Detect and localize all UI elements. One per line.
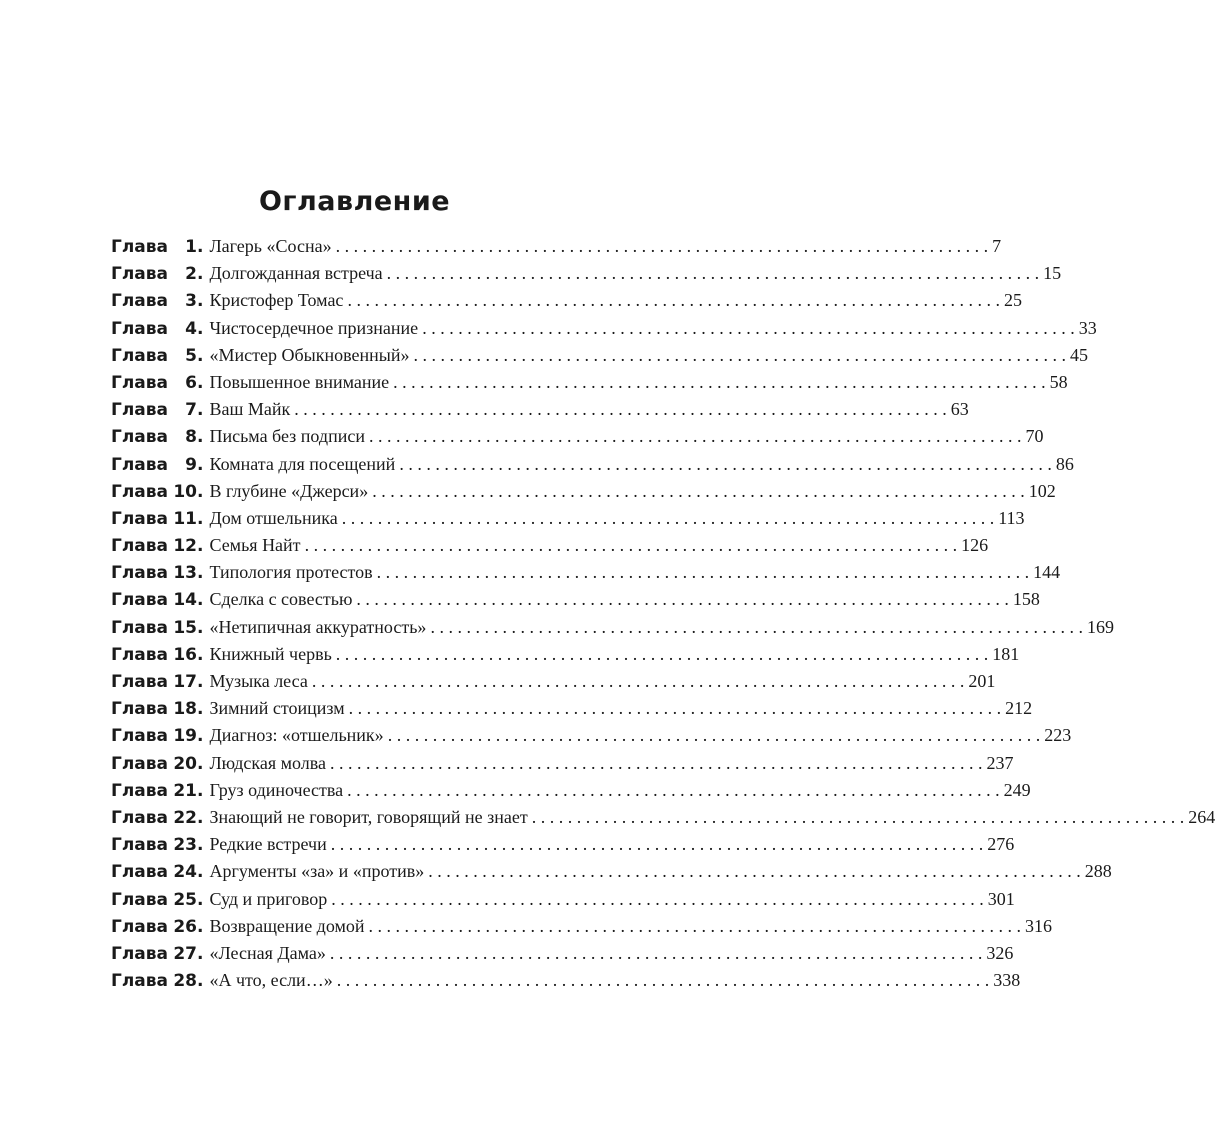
dot-leader [372, 481, 1025, 502]
chapter-number: 13 [173, 563, 197, 584]
chapter-label: Глава [111, 481, 168, 502]
chapter-title: «Мистер Обыкновенный» [209, 344, 410, 365]
chapter-number-dot: . [197, 454, 204, 475]
chapter-number: 21 [173, 780, 197, 801]
chapter-number-dot: . [197, 345, 204, 366]
chapter-label: Глава [111, 536, 168, 557]
page-number: 181 [992, 643, 1020, 664]
page-number: 158 [1012, 589, 1040, 610]
chapter-title: Ваш Майк [209, 399, 291, 420]
toc-entry [111, 643, 1020, 671]
toc-entry [111, 535, 989, 562]
toc-entry [111, 888, 1015, 916]
chapter-label: Глава [111, 753, 168, 774]
toc-entry [111, 317, 1097, 345]
chapter-number-dot: . [197, 372, 204, 393]
dot-leader [330, 753, 983, 774]
chapter-label: Глава [111, 672, 168, 692]
toc-entry [111, 263, 1062, 290]
chapter-label: Глава [111, 590, 168, 611]
chapter-title: Суд и приговор [209, 888, 328, 909]
chapter-label: Глава [111, 345, 168, 366]
chapter-number: 17 [173, 672, 197, 692]
dot-leader [413, 345, 1066, 366]
chapter-label: Глава [111, 644, 168, 665]
page-title: Оглавление [258, 186, 451, 218]
toc-entry [111, 616, 1114, 644]
chapter-number: 27 [173, 943, 197, 964]
page-number: 63 [950, 399, 969, 420]
chapter-title: Знающий не говорит, говорящий не знает [209, 806, 528, 827]
chapter-number-dot: . [197, 563, 204, 584]
chapter-title: Семья Найт [209, 535, 301, 556]
toc-entry [111, 562, 1061, 589]
chapter-label: Глава [111, 291, 168, 312]
dot-leader [430, 617, 1083, 638]
toc-entry [111, 970, 1021, 997]
page-number: 102 [1028, 480, 1056, 501]
chapter-number: 12 [173, 536, 197, 557]
chapter-label: Глава [111, 264, 168, 285]
toc-entry [111, 344, 1088, 372]
chapter-title: Лагерь «Сосна» [209, 236, 332, 256]
page-number: 45 [1069, 344, 1088, 365]
toc-entry [111, 671, 996, 698]
page-number: 249 [1003, 779, 1031, 800]
chapter-number-dot: . [197, 862, 204, 883]
dot-leader [305, 535, 958, 556]
toc-entry [111, 453, 1074, 481]
dot-leader [388, 725, 1041, 746]
page-number: 126 [961, 535, 989, 556]
dot-leader [347, 780, 1000, 801]
dot-leader [377, 562, 1030, 583]
toc-entry [111, 942, 1014, 970]
chapter-label: Глава [111, 454, 168, 475]
chapter-title: «А что, если…» [209, 970, 333, 991]
chapter-title: Типология протестов [209, 562, 373, 583]
chapter-number-dot: . [197, 644, 204, 665]
page-number: 169 [1086, 616, 1114, 637]
chapter-number-dot: . [197, 318, 204, 339]
page-number: 237 [986, 752, 1014, 773]
chapter-number-dot: . [197, 237, 204, 257]
chapter-number-dot: . [197, 916, 204, 937]
dot-leader [399, 454, 1052, 475]
chapter-title: Людская молва [209, 752, 326, 773]
chapter-title: Аргументы «за» и «против» [209, 861, 425, 882]
chapter-label: Глава [111, 400, 168, 421]
page-number: 301 [987, 888, 1015, 909]
chapter-title: Возвращение домой [209, 915, 365, 936]
chapter-label: Глава [111, 862, 168, 883]
chapter-number-dot: . [197, 807, 204, 828]
page-number: 212 [1005, 698, 1033, 719]
toc-entry [111, 725, 1072, 752]
dot-leader [336, 236, 989, 257]
page-number: 201 [968, 671, 996, 691]
chapter-label: Глава [111, 835, 168, 856]
chapter-title: Груз одиночества [209, 779, 344, 800]
chapter-number: 19 [173, 726, 197, 747]
page-number: 15 [1043, 263, 1062, 284]
page-number: 7 [992, 236, 1002, 256]
chapter-title: Зимний стоицизм [209, 698, 345, 719]
toc-entry [111, 507, 1025, 535]
chapter-title: Повышенное внимание [209, 371, 390, 392]
page-number: 223 [1044, 725, 1072, 746]
toc-entry [111, 399, 969, 426]
dot-leader [330, 943, 983, 964]
chapter-label: Глава [111, 699, 168, 720]
chapter-title: «Лесная Дама» [209, 942, 326, 963]
chapter-title: Кристофер Томас [209, 290, 344, 311]
toc-entry [111, 806, 1215, 834]
chapter-number: 6 [185, 372, 197, 393]
toc-entry [111, 371, 1068, 399]
chapter-number-dot: . [197, 536, 204, 557]
toc-entry [111, 480, 1056, 508]
dot-leader [387, 263, 1040, 284]
chapter-title: Дом отшельника [209, 507, 338, 528]
chapter-number: 18 [173, 699, 197, 720]
chapter-number-dot: . [197, 753, 204, 774]
dot-leader [369, 426, 1022, 447]
toc-entry [111, 915, 1053, 943]
toc-entry [111, 752, 1014, 780]
chapter-number: 5 [185, 345, 197, 366]
dot-leader [393, 372, 1046, 393]
chapter-title: Музыка леса [209, 671, 308, 691]
page-number: 338 [993, 970, 1021, 991]
chapter-label: Глава [111, 372, 168, 393]
dot-leader [428, 861, 1081, 882]
chapter-number: 8 [185, 427, 197, 448]
chapter-label: Глава [111, 807, 168, 828]
page-number: 264 [1188, 806, 1215, 827]
chapter-label: Глава [111, 617, 168, 638]
page-number: 144 [1033, 562, 1061, 583]
chapter-number-dot: . [197, 726, 204, 747]
dot-leader [342, 508, 995, 529]
toc-entry [111, 779, 1031, 807]
chapter-title: Долгожданная встреча [209, 263, 383, 284]
chapter-number: 2 [185, 264, 197, 285]
chapter-number-dot: . [197, 943, 204, 964]
dot-leader [336, 644, 989, 665]
dot-leader [331, 889, 984, 910]
chapter-number: 11 [173, 508, 197, 529]
page-number: 326 [986, 942, 1014, 963]
chapter-number: 25 [173, 889, 197, 910]
chapter-number: 26 [173, 916, 197, 937]
chapter-label: Глава [111, 971, 168, 992]
chapter-number-dot: . [197, 672, 204, 692]
dot-leader [312, 671, 965, 692]
chapter-number: 10 [173, 481, 197, 502]
dot-leader [337, 970, 990, 991]
dot-leader [369, 916, 1022, 937]
page-number: 70 [1025, 426, 1044, 447]
chapter-label: Глава [111, 237, 168, 257]
page-number: 316 [1025, 915, 1053, 936]
chapter-number-dot: . [197, 508, 204, 529]
page-number: 33 [1078, 317, 1097, 338]
chapter-number: 23 [173, 835, 197, 856]
chapter-number-dot: . [197, 889, 204, 910]
chapter-number: 4 [185, 318, 197, 339]
dot-leader [356, 589, 1009, 610]
chapter-number: 28 [173, 971, 197, 992]
toc-entry [111, 861, 1112, 888]
chapter-number: 3 [185, 291, 197, 312]
chapter-number: 22 [173, 807, 197, 828]
dot-leader [532, 807, 1185, 828]
chapter-number: 1 [185, 237, 197, 257]
toc-entry [111, 834, 1015, 861]
chapter-number-dot: . [197, 971, 204, 992]
chapter-number: 24 [173, 862, 197, 883]
page-number: 113 [998, 507, 1025, 528]
chapter-label: Глава [111, 916, 168, 937]
page-number: 25 [1003, 290, 1022, 311]
chapter-label: Глава [111, 889, 168, 910]
chapter-number-dot: . [197, 617, 204, 638]
page-number: 58 [1049, 371, 1068, 392]
chapter-title: Письма без подписи [209, 426, 365, 447]
chapter-number-dot: . [197, 400, 204, 421]
chapter-number: 14 [173, 590, 197, 611]
chapter-number-dot: . [197, 291, 204, 312]
table-of-contents [111, 236, 1215, 997]
dot-leader [331, 834, 984, 855]
chapter-number-dot: . [197, 780, 204, 801]
toc-entry [111, 698, 1033, 725]
chapter-number: 9 [185, 454, 197, 475]
page-number: 276 [987, 834, 1015, 855]
chapter-number-dot: . [197, 699, 204, 720]
chapter-number: 16 [173, 644, 197, 665]
toc-entry [111, 589, 1040, 616]
dot-leader [294, 399, 947, 420]
page-number: 86 [1055, 453, 1074, 474]
chapter-label: Глава [111, 508, 168, 529]
chapter-number-dot: . [197, 590, 204, 611]
chapter-title: Редкие встречи [209, 834, 327, 855]
chapter-number-dot: . [197, 427, 204, 448]
chapter-number-dot: . [197, 835, 204, 856]
dot-leader [349, 698, 1002, 719]
chapter-number: 15 [173, 617, 197, 638]
chapter-title: «Нетипичная аккуратность» [209, 616, 427, 637]
chapter-number: 7 [185, 400, 197, 421]
chapter-title: Сделка с совестью [209, 589, 353, 610]
chapter-number-dot: . [197, 264, 204, 285]
chapter-title: Комната для посещений [209, 453, 396, 474]
chapter-title: В глубине «Джерси» [209, 480, 369, 501]
chapter-label: Глава [111, 780, 168, 801]
toc-entry [111, 236, 1002, 263]
chapter-number: 20 [173, 753, 197, 774]
dot-leader [422, 318, 1075, 339]
chapter-title: Чистосердечное признание [209, 317, 419, 338]
chapter-label: Глава [111, 563, 168, 584]
toc-entry [111, 426, 1044, 453]
chapter-label: Глава [111, 726, 168, 747]
chapter-title: Книжный червь [209, 643, 332, 664]
chapter-label: Глава [111, 943, 168, 964]
page-number: 288 [1084, 861, 1112, 882]
toc-entry [111, 290, 1022, 317]
chapter-label: Глава [111, 318, 168, 339]
chapter-number-dot: . [197, 481, 204, 502]
dot-leader [347, 290, 1000, 311]
chapter-label: Глава [111, 427, 168, 448]
chapter-title: Диагноз: «отшельник» [209, 725, 384, 746]
